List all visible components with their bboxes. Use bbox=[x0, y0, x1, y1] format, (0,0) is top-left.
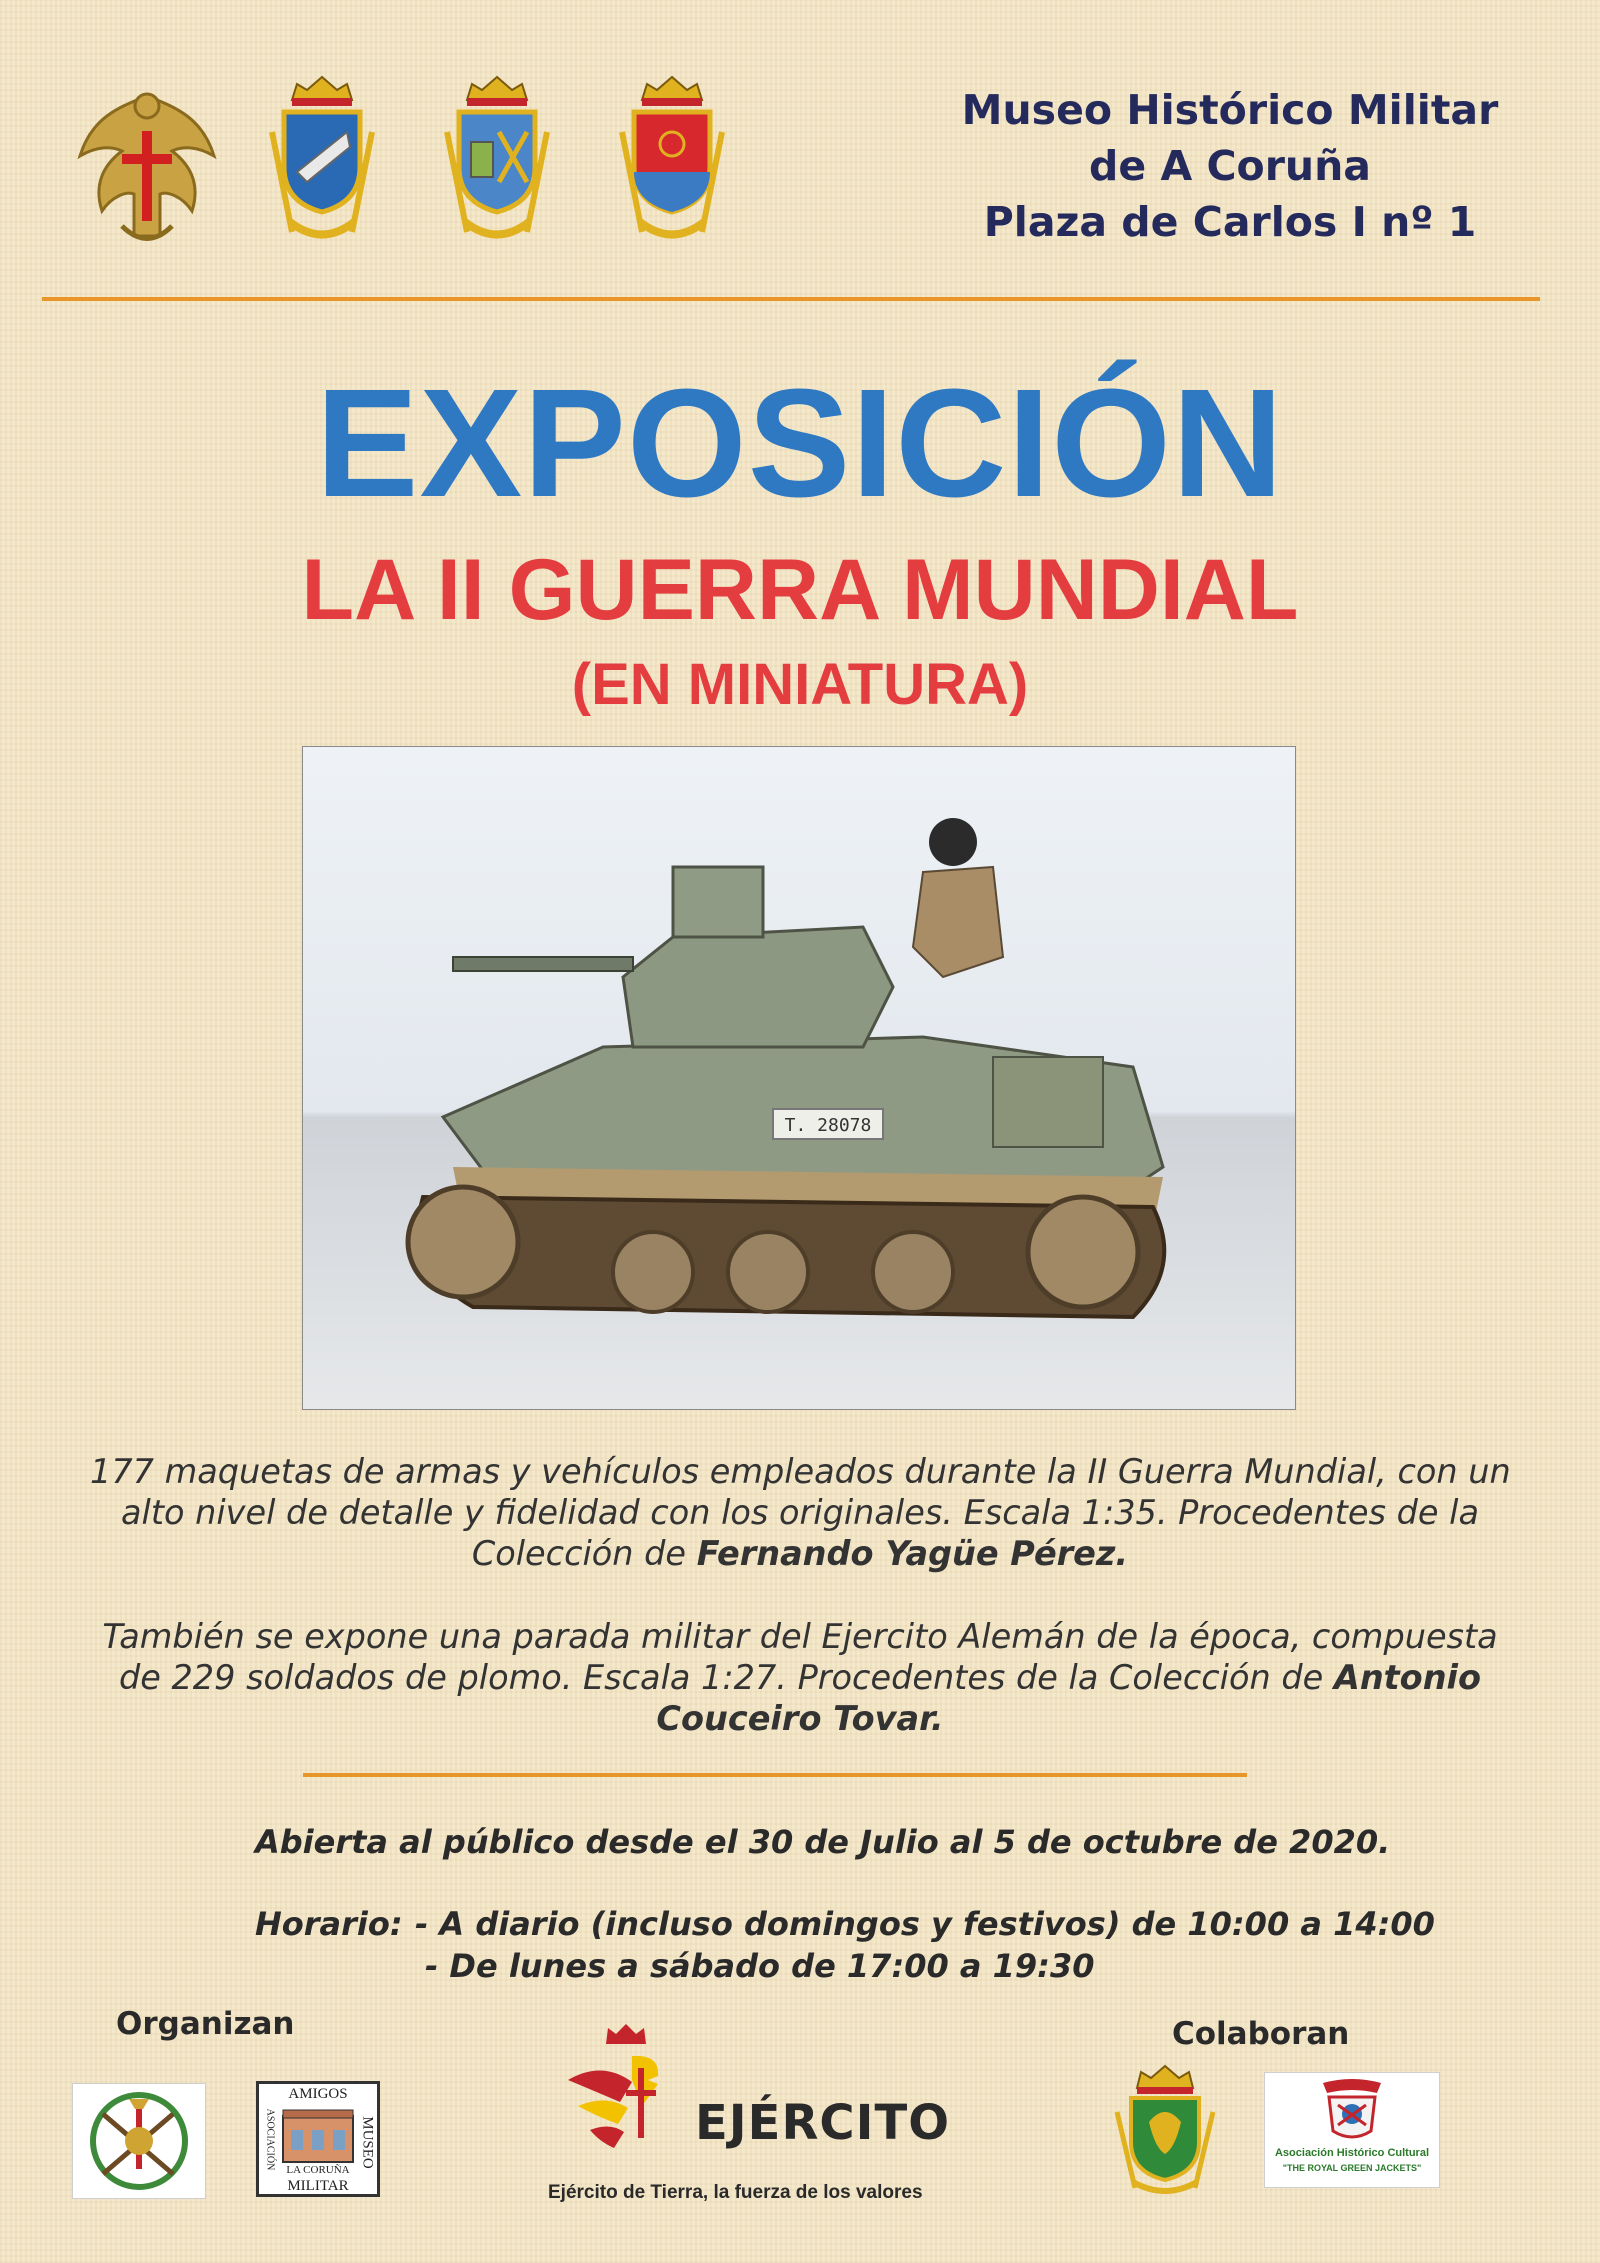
rgj-crest-icon bbox=[1313, 2077, 1391, 2143]
eagle-coat-of-arms-icon bbox=[72, 76, 222, 256]
collaborators-heading: Colaboran bbox=[1172, 2016, 1350, 2052]
collector-name-2b: Couceiro Tovar. bbox=[656, 1699, 944, 1738]
description-line: 177 maquetas de armas y vehículos empleados durante la II Guerra Mundial, con un bbox=[90, 1452, 1511, 1491]
organizers-heading: Organizan bbox=[116, 2006, 295, 2042]
rgj-line-2: "THE ROYAL GREEN JACKETS" bbox=[1282, 2163, 1422, 2173]
exhibition-note: (EN MINIATURA) bbox=[571, 652, 1029, 717]
collector-name-2a: Antonio bbox=[1333, 1658, 1482, 1697]
regiment-shield-blue-icon bbox=[262, 72, 382, 252]
museum-name: Museo Histórico Militar bbox=[961, 86, 1499, 134]
amigos-left-label: ASOCIACIÓN bbox=[264, 2108, 276, 2171]
collector-name-1: Fernando Yagüe Pérez. bbox=[696, 1534, 1129, 1573]
description-line bbox=[90, 1533, 1510, 1574]
description-line bbox=[90, 1657, 1510, 1698]
royal-green-jackets-logo bbox=[1264, 2072, 1440, 2188]
hours-weekday: - De lunes a sábado de 17:00 a 19:30 bbox=[425, 1947, 1095, 1985]
tank-model-photo bbox=[302, 746, 1296, 1410]
middle-divider bbox=[303, 1773, 1247, 1777]
description-text: de 229 soldados de plomo. Escala 1:27. Procedentes de la Colección de bbox=[118, 1658, 1334, 1697]
hours-label: Horario: bbox=[255, 1905, 403, 1943]
ejercito-wordmark: EJÉRCITO bbox=[695, 2095, 951, 2151]
museum-address bbox=[880, 82, 1580, 250]
tank-illustration-icon bbox=[303, 747, 1295, 1409]
exhibition-title: EXPOSICIÓN bbox=[315, 357, 1285, 529]
amigos-museo-logo bbox=[256, 2081, 380, 2197]
regiment-shield-castle-icon bbox=[437, 72, 557, 252]
museum-building-icon bbox=[281, 2108, 355, 2164]
opening-dates: Abierta al público desde el 30 de Julio al 5 de octubre de 2020. bbox=[255, 1823, 1391, 1861]
amigos-city-label: LA CORUÑA bbox=[286, 2164, 350, 2176]
description-line: También se expone una parada militar del Ejercito Alemán de la época, compuesta bbox=[102, 1617, 1498, 1656]
ejercito-tagline: Ejército de Tierra, la fuerza de los valores bbox=[548, 2182, 923, 2203]
ejercito-emblem-icon bbox=[562, 2020, 690, 2160]
exhibition-subtitle: LA II GUERRA MUNDIAL bbox=[301, 542, 1299, 638]
hours-daily: - A diario (incluso domingos y festivos) de 10:00 a 14:00 bbox=[415, 1905, 1435, 1943]
rifle-association-logo-icon bbox=[73, 2084, 205, 2198]
description-paragraph-2 bbox=[90, 1616, 1510, 1739]
description-text: Colección de bbox=[471, 1534, 697, 1573]
top-divider bbox=[42, 297, 1540, 301]
amigos-right-label: MUSEO bbox=[359, 2116, 376, 2169]
hull-number: T. 28078 bbox=[784, 1115, 872, 1136]
organizer-logo-1 bbox=[72, 2083, 206, 2199]
amigos-top-label: AMIGOS bbox=[288, 2086, 348, 2102]
collaborator-regiment-emblem-icon bbox=[1105, 2062, 1225, 2200]
museum-city: de A Coruña bbox=[1089, 142, 1371, 190]
museum-street: Plaza de Carlos I nº 1 bbox=[983, 198, 1477, 246]
description-line: alto nivel de detalle y fidelidad con los originales. Escala 1:35. Procedentes de la bbox=[121, 1493, 1479, 1532]
amigos-bottom-label: MILITAR bbox=[287, 2178, 349, 2194]
regiment-shield-red-icon bbox=[612, 72, 732, 252]
rgj-line-1: Asociación Histórico Cultural bbox=[1274, 2147, 1430, 2159]
description-line bbox=[90, 1698, 1510, 1739]
description-paragraph-1 bbox=[90, 1451, 1510, 1574]
